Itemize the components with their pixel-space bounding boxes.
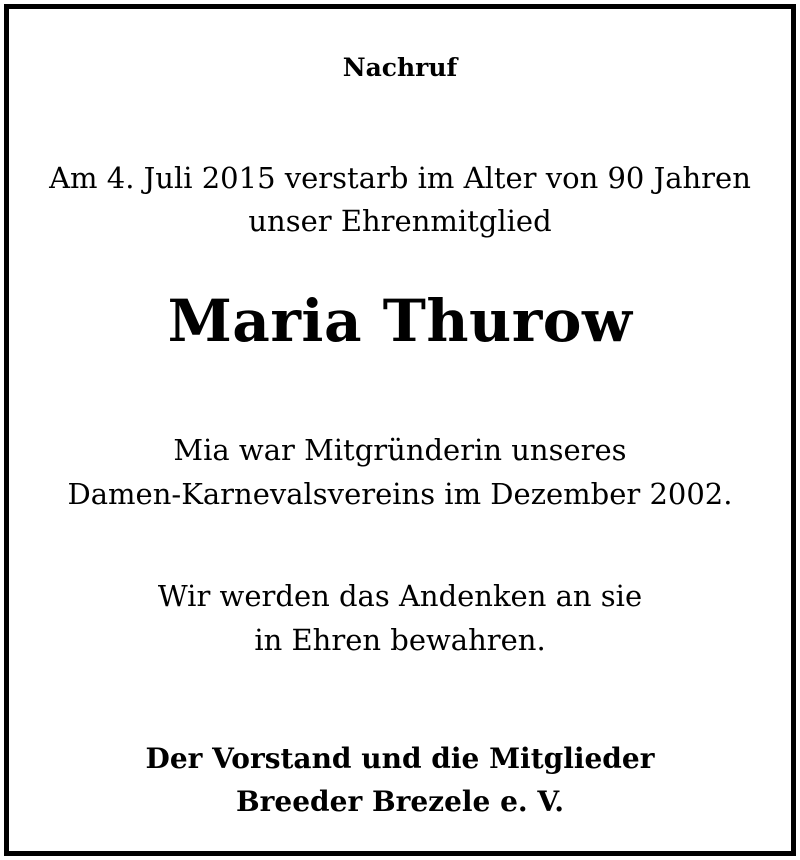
notice-heading: Nachruf: [342, 53, 458, 82]
signature-line-2: Breeder Brezele e. V.: [236, 785, 564, 818]
obituary-notice: [4, 4, 796, 856]
closing-line-1: Wir werden das Andenken an sie: [157, 579, 643, 613]
bio-line-1: Mia war Mitgründerin unseres: [173, 433, 627, 467]
deceased-name: Maria Thurow: [167, 287, 633, 355]
closing-line-2: in Ehren bewahren.: [254, 623, 546, 657]
bio-line-2: Damen-Karnevalsvereins im Dezember 2002.: [67, 477, 733, 511]
signature-line-1: Der Vorstand und die Mitglieder: [145, 742, 655, 775]
intro-line-2: unser Ehrenmitglied: [248, 204, 552, 238]
intro-line-1: Am 4. Juli 2015 verstarb im Alter von 90 Jahren: [49, 161, 751, 195]
